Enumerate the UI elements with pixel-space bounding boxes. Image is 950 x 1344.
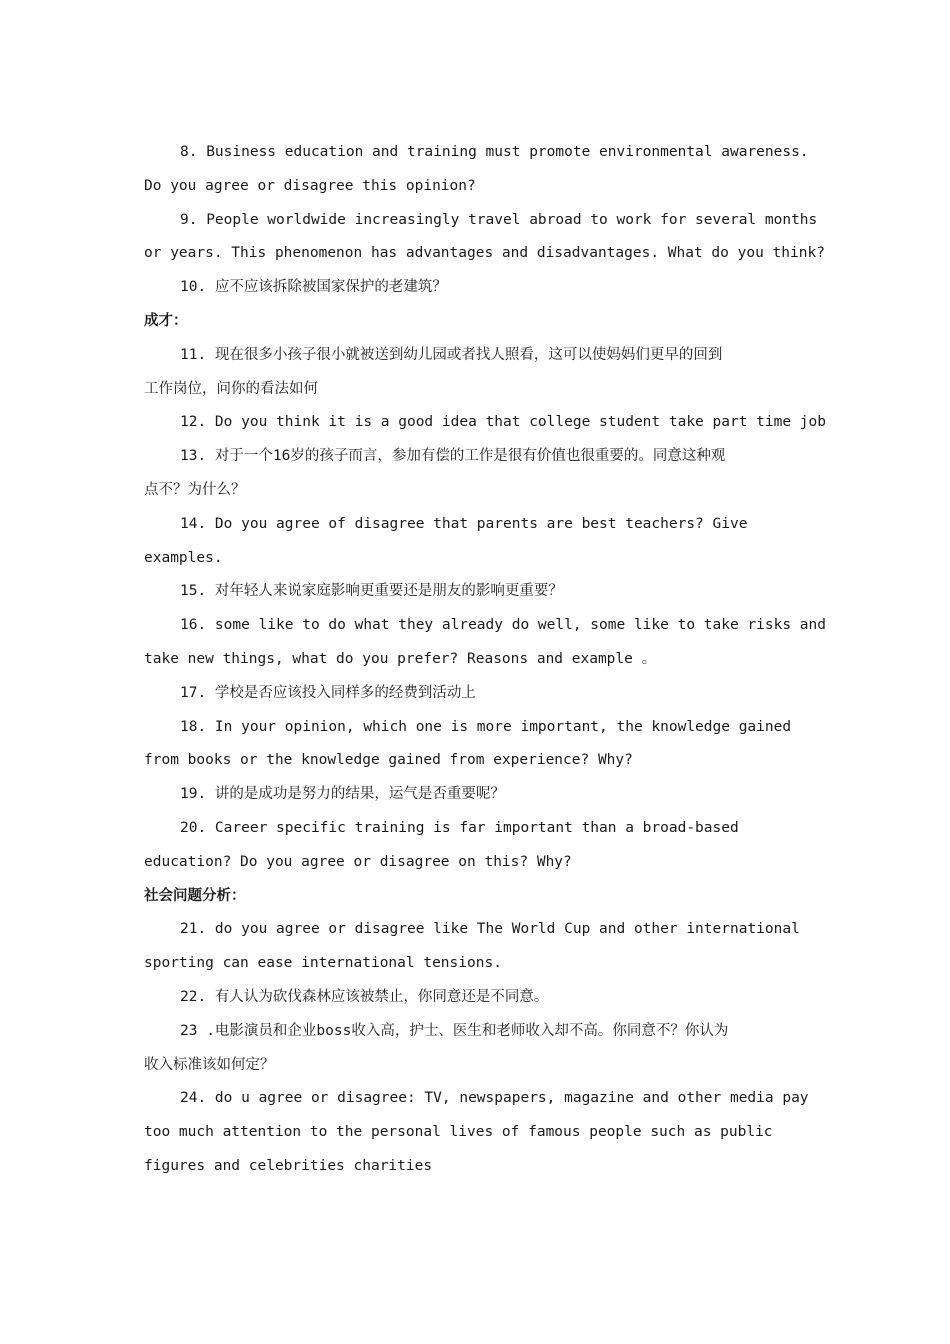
question-item (144, 136, 814, 204)
question-text-line: or years. This phenomenon has advantages and disadvantages. What do you think? (144, 245, 825, 262)
question-item (144, 677, 814, 711)
question-item (144, 778, 814, 812)
question-text-line: 收入标准该如何定？ (144, 1056, 275, 1073)
question-text-line: sporting can ease international tensions. (144, 955, 502, 972)
question-item (144, 508, 814, 576)
question-text-line: take new things, what do you prefer? Reasons and example 。 (144, 650, 657, 667)
question-text-line: from books or the knowledge gained from experience? Why? (144, 752, 633, 769)
question-text-line: 工作岗位，问你的看法如何 (144, 380, 318, 397)
document-body (144, 136, 827, 1184)
question-text-line: 14. Do you agree of disagree that parents are best teachers? Give (180, 515, 748, 532)
question-text-line: figures and celebrities charities (144, 1157, 433, 1174)
question-text-line: 13. 对于一个16岁的孩子而言，参加有偿的工作是很有价值也很重要的。同意这种观 (180, 448, 726, 465)
section-heading: 社会问题分析： (144, 887, 246, 904)
question-text-line: 23 .电影演员和企业boss收入高，护士、医生和老师收入却不高。你同意不？你认为 (180, 1022, 729, 1039)
question-text-line: 16. some like to do what they already do well, some like to take risks and (180, 617, 827, 634)
question-item (144, 609, 827, 677)
question-text-line: too much attention to the personal lives of famous people such as public (144, 1124, 773, 1141)
question-item (144, 981, 814, 1015)
question-text-line: 11. 现在很多小孩子很小就被送到幼儿园或者找人照看，这可以使妈妈们更早的回到 (180, 346, 723, 363)
question-text-line: 15. 对年轻人来说家庭影响更重要还是朋友的影响更重要？ (180, 583, 563, 600)
question-text-line: education? Do you agree or disagree on this? Why? (144, 853, 572, 870)
question-text-line: 17. 学校是否应该投入同样多的经费到活动上 (180, 684, 476, 701)
question-item (144, 339, 814, 407)
question-item (144, 913, 814, 981)
question-text-line: 10. 应不应该拆除被国家保护的老建筑？ (180, 279, 447, 296)
question-text-line: Do you agree or disagree this opinion? (144, 177, 476, 194)
question-item (144, 271, 814, 305)
question-text-line: 20. Career specific training is far important than a broad-based (180, 819, 739, 836)
question-item (144, 1015, 814, 1083)
question-text-line: 18. In your opinion, which one is more important, the knowledge gained (180, 718, 792, 735)
question-text-line: 点不？为什么？ (144, 481, 246, 498)
question-item (144, 575, 814, 609)
question-text-line: 8. Business education and training must promote environmental awareness. (180, 144, 809, 160)
question-text-line: 21. do you agree or disagree like The World Cup and other international (180, 921, 800, 938)
question-text-line: 22. 有人认为砍伐森林应该被禁止，你同意还是不同意。 (180, 988, 549, 1005)
question-item (144, 1082, 814, 1183)
question-item (144, 406, 827, 440)
question-item (144, 204, 825, 272)
question-text-line: 12. Do you think it is a good idea that college student take part time job (180, 414, 827, 431)
question-item (144, 812, 814, 880)
question-item (144, 440, 814, 508)
section-heading: 成才： (144, 312, 188, 329)
question-text-line: examples. (144, 549, 223, 566)
question-text-line: 19. 讲的是成功是努力的结果，运气是否重要呢？ (180, 786, 505, 803)
question-item (144, 711, 814, 779)
question-text-line: 24. do u agree or disagree: TV, newspapers, magazine and other media pay (180, 1090, 809, 1107)
question-text-line: 9. People worldwide increasingly travel abroad to work for several months (180, 211, 818, 228)
